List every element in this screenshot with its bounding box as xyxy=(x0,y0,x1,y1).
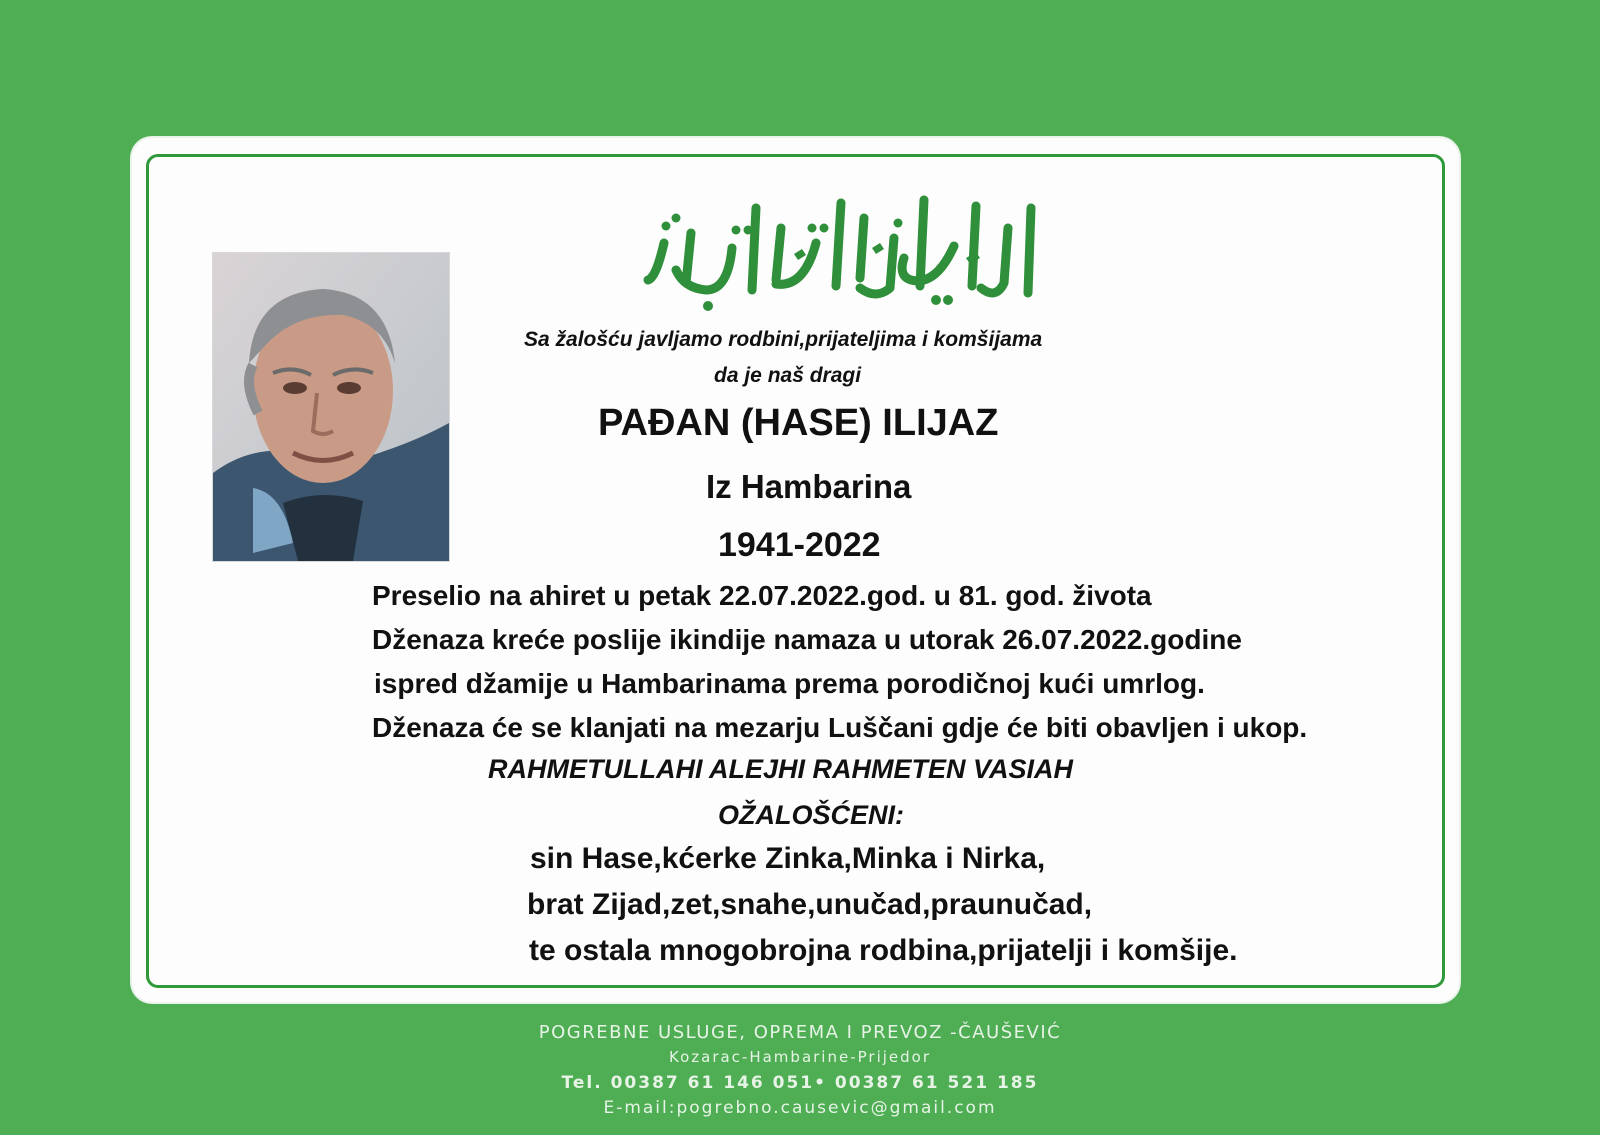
obituary-card xyxy=(132,138,1459,1002)
deceased-name: PAĐAN (HASE) ILIJAZ xyxy=(598,402,999,444)
mourners-line: brat Zijad,zet,snahe,unučad,praunučad, xyxy=(527,888,1093,921)
mourners-line: te ostala mnogobrojna rodbina,prijatelji i komšije. xyxy=(529,934,1238,967)
body-line: ispred džamije u Hambarinama prema porodičnoj kući umrlog. xyxy=(374,668,1205,699)
deceased-place: Iz Hambarina xyxy=(706,468,912,505)
life-years: 1941-2022 xyxy=(718,526,881,564)
rahmet-prayer: RAHMETULLAHI ALEJHI RAHMETEN VASIAH xyxy=(488,754,1073,784)
body-line: Dženaza će se klanjati na mezarju Luščani gdje će biti obavljen i ukop. xyxy=(372,712,1308,743)
arabic-calligraphy-ornament xyxy=(636,188,1046,318)
mourners-line: sin Hase,kćerke Zinka,Minka i Nirka, xyxy=(530,842,1046,875)
intro-line-2: da je naš dragi xyxy=(714,364,862,387)
deceased-portrait-photo xyxy=(212,252,450,562)
footer-phone: Tel. 00387 61 146 051• 00387 61 521 185 xyxy=(561,1073,1039,1093)
footer-company-name: POGREBNE USLUGE, OPREMA I PREVOZ -ČAUŠEVIĆ xyxy=(538,1022,1062,1043)
intro-line-1: Sa žalošću javljamo rodbini,prijateljima i komšijama xyxy=(524,328,1043,351)
body-line: Preselio na ahiret u petak 22.07.2022.god. u 81. god. života xyxy=(372,580,1152,611)
mourners-heading: OŽALOŠĆENI: xyxy=(718,800,904,830)
footer-email: E-mail:pogrebno.causevic@gmail.com xyxy=(603,1098,997,1118)
body-line: Dženaza kreće poslije ikindije namaza u utorak 26.07.2022.godine xyxy=(372,624,1242,655)
footer-locations: Kozarac-Hambarine-Prijedor xyxy=(668,1048,931,1066)
